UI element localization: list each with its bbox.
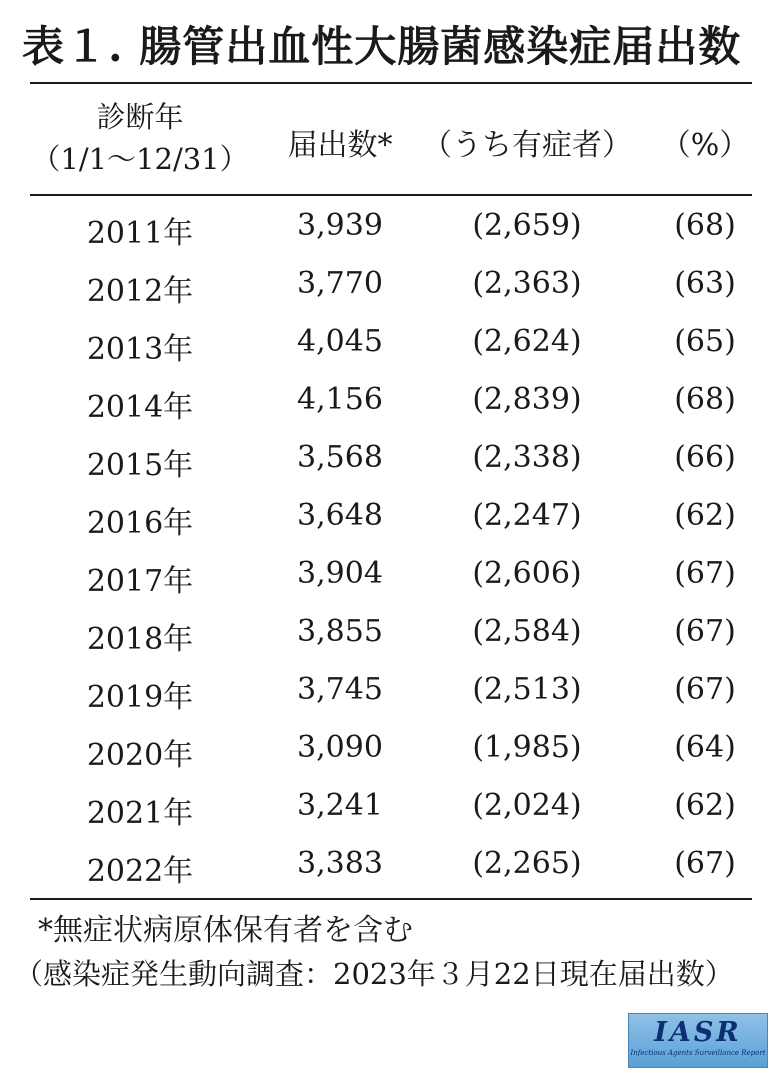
table-row	[0, 720, 784, 778]
cell-count: 3,939	[297, 208, 383, 243]
table-row	[0, 488, 784, 546]
table-row	[0, 372, 784, 430]
cell-symptomatic: (2,624)	[472, 324, 582, 359]
header-diagnosis-year	[20, 96, 260, 180]
cell-symptomatic: (2,659)	[472, 208, 582, 243]
table-row	[0, 836, 784, 894]
cell-symptomatic: (2,363)	[472, 266, 582, 301]
bottom-rule	[30, 898, 752, 900]
table-row	[0, 430, 784, 488]
footnote-asterisk: *無症状病原体保有者を含む	[38, 913, 413, 948]
cell-year: 2012年	[86, 274, 194, 309]
cell-count: 3,855	[297, 614, 383, 649]
cell-symptomatic: (2,338)	[472, 440, 582, 475]
cell-count: 3,904	[297, 556, 383, 591]
table-row	[0, 604, 784, 662]
cell-symptomatic: (2,265)	[472, 846, 582, 881]
header-count: 届出数*	[287, 128, 393, 163]
cell-count: 3,241	[297, 788, 383, 823]
cell-symptomatic: (2,584)	[472, 614, 582, 649]
table-row	[0, 546, 784, 604]
table-title: 表１. 腸管出血性大腸菌感染症届出数	[22, 22, 742, 71]
cell-year: 2021年	[86, 796, 194, 831]
cell-year: 2013年	[86, 332, 194, 367]
table-row	[0, 256, 784, 314]
cell-symptomatic: (2,839)	[472, 382, 582, 417]
cell-year: 2018年	[86, 622, 194, 657]
cell-percent: (67)	[674, 846, 736, 881]
cell-percent: (67)	[674, 556, 736, 591]
cell-count: 3,090	[297, 730, 383, 765]
cell-percent: (68)	[674, 208, 736, 243]
cell-count: 3,745	[297, 672, 383, 707]
cell-year: 2011年	[86, 216, 194, 251]
iasr-logo	[628, 1013, 768, 1068]
cell-percent: (66)	[674, 440, 736, 475]
logo-subtitle: Infectious Agents Surveillance Report	[630, 1049, 766, 1057]
cell-year: 2022年	[86, 854, 194, 889]
cell-percent: (62)	[674, 788, 736, 823]
cell-symptomatic: (2,513)	[472, 672, 582, 707]
logo-text: IASR	[654, 1017, 742, 1048]
footnote-source: （感染症発生動向調査：2023年３月22日現在届出数）	[14, 957, 734, 991]
cell-count: 4,045	[297, 324, 383, 359]
cell-count: 3,648	[297, 498, 383, 533]
cell-year: 2014年	[86, 390, 194, 425]
cell-count: 3,568	[297, 440, 383, 475]
top-rule	[30, 82, 752, 84]
cell-symptomatic: (2,606)	[472, 556, 582, 591]
cell-percent: (64)	[674, 730, 736, 765]
cell-count: 3,770	[297, 266, 383, 301]
cell-percent: (67)	[674, 614, 736, 649]
cell-year: 2020年	[86, 738, 194, 773]
table-row	[0, 778, 784, 836]
cell-percent: (65)	[674, 324, 736, 359]
table-row	[0, 662, 784, 720]
cell-percent: (63)	[674, 266, 736, 301]
cell-symptomatic: (2,247)	[472, 498, 582, 533]
cell-count: 4,156	[297, 382, 383, 417]
cell-percent: (68)	[674, 382, 736, 417]
table-row	[0, 314, 784, 372]
cell-year: 2019年	[86, 680, 194, 715]
cell-percent: (67)	[674, 672, 736, 707]
header-rule	[30, 194, 752, 196]
cell-year: 2017年	[86, 564, 194, 599]
table-row	[0, 198, 784, 256]
cell-percent: (62)	[674, 498, 736, 533]
cell-symptomatic: (2,024)	[472, 788, 582, 823]
cell-year: 2016年	[86, 506, 194, 541]
header-year-label: 診断年	[96, 100, 184, 134]
header-year-range: （1/1～12/31）	[31, 142, 249, 176]
cell-year: 2015年	[86, 448, 194, 483]
cell-symptomatic: (1,985)	[472, 730, 582, 765]
cell-count: 3,383	[297, 846, 383, 881]
header-symptomatic: （うち有症者）	[422, 128, 632, 163]
header-percent: （%）	[660, 128, 750, 163]
